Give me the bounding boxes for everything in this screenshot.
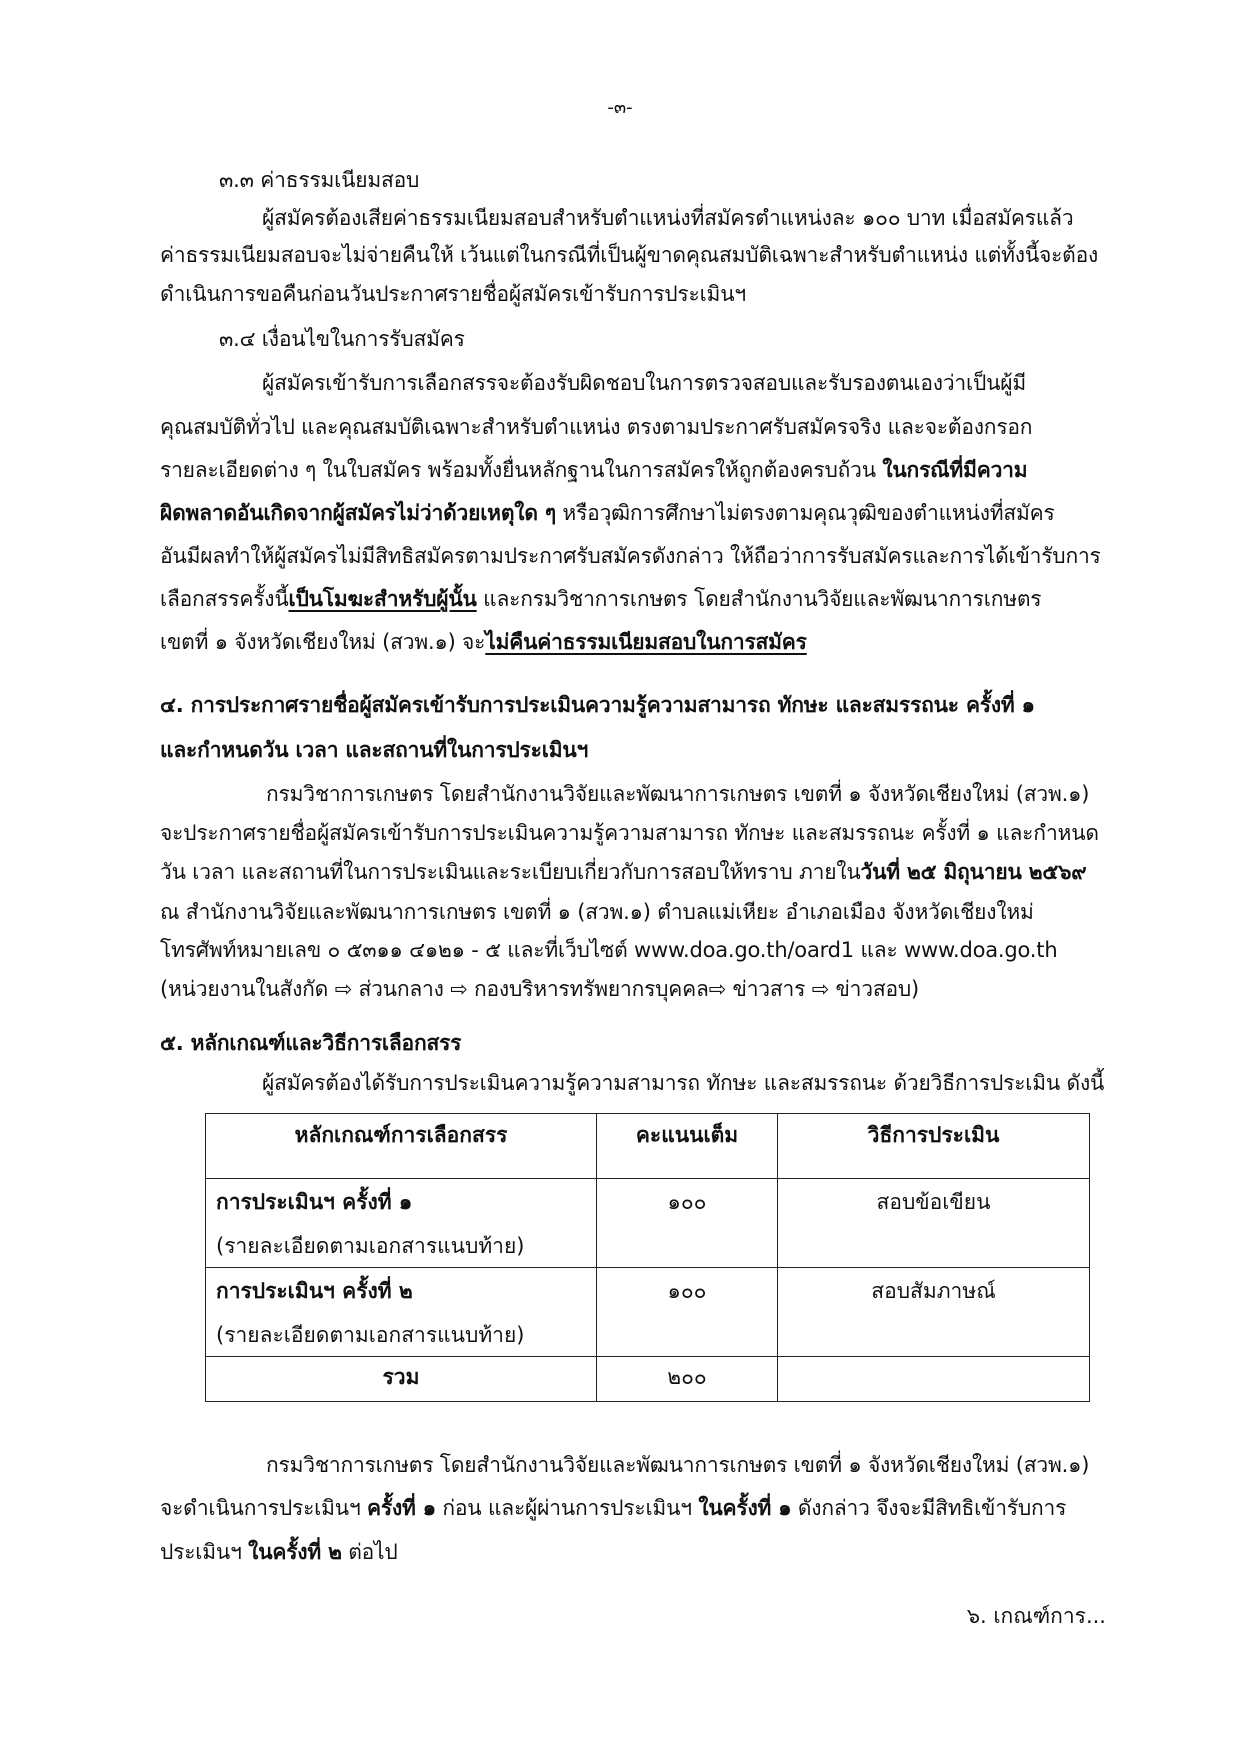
text-span: เขตที่ ๑ จังหวัดเชียงใหม่ (สวพ.๑) จะ (160, 630, 486, 654)
paragraph-line (160, 1537, 398, 1567)
text-span: รายละเอียดต่าง ๆ ในใบสมัคร พร้อมทั้งยื่นหลักฐานในการสมัครให้ถูกต้องครบถ้วน (160, 458, 883, 482)
total-score: ๒๐๐ (597, 1357, 778, 1402)
criteria-detail: (รายละเอียดตามเอกสารแนบท้าย) (216, 1234, 525, 1258)
score-cell (597, 1268, 778, 1357)
text-span: เลือกสรรครั้งนี้ (160, 587, 289, 611)
criteria-cell (206, 1268, 597, 1357)
paragraph-line: ผู้สมัครเข้ารับการเลือกสรรจะต้องรับผิดชอบในการตรวจสอบและรับรองตนเองว่าเป็นผู้มี (262, 371, 1027, 395)
section-3-3-heading: ๓.๓ ค่าธรรมเนียมสอบ (219, 168, 420, 192)
paragraph-line: กรมวิชาการเกษตร โดยสำนักงานวิจัยและพัฒนาการเกษตร เขตที่ ๑ จังหวัดเชียงใหม่ (สวพ.๑) (266, 782, 1090, 806)
total-label: รวม (206, 1357, 597, 1402)
paragraph-line (160, 857, 1086, 887)
paragraph-line (160, 1493, 1066, 1523)
text-span: ก่อน และผู้ผ่านการประเมินฯ (435, 1496, 699, 1520)
selection-criteria-table (205, 1113, 1090, 1402)
bold-underlined-text: เป็นโมฆะสำหรับผู้นั้น (288, 587, 477, 611)
paragraph-line (160, 627, 807, 657)
score-cell (597, 1179, 778, 1268)
paragraph-line: ดำเนินการขอคืนก่อนวันประกาศรายชื่อผู้สมัครเข้ารับการประเมินฯ (160, 282, 746, 306)
paragraph-line (160, 455, 1027, 485)
method-cell (778, 1268, 1090, 1357)
bold-date: วันที่ ๒๕ มิถุนายน ๒๕๖๙ (860, 860, 1087, 884)
bold-text: ในครั้งที่ ๒ (248, 1540, 342, 1564)
criteria-title: การประเมินฯ ครั้งที่ ๑ (216, 1190, 413, 1214)
text-span: ดังกล่าว จึงจะมีสิทธิเข้ารับการ (791, 1496, 1067, 1520)
header-criteria: หลักเกณฑ์การเลือกสรร (206, 1114, 597, 1179)
page-number: -๓- (607, 97, 633, 118)
bold-text: ในกรณีที่มีความ (882, 458, 1028, 482)
bold-text: ในครั้งที่ ๑ (698, 1496, 792, 1520)
paragraph-line: กรมวิชาการเกษตร โดยสำนักงานวิจัยและพัฒนาการเกษตร เขตที่ ๑ จังหวัดเชียงใหม่ (สวพ.๑) (266, 1453, 1090, 1477)
paragraph-line: โทรศัพท์หมายเลข ๐ ๕๓๑๑ ๔๑๒๑ - ๕ และที่เว็บไซต์ www.doa.go.th/oard1 และ www.doa.go.th (160, 938, 1058, 962)
text-span: และกรมวิชาการเกษตร โดยสำนักงานวิจัยและพัฒนาการเกษตร (476, 587, 1042, 611)
bold-text: ครั้งที่ ๑ (367, 1496, 436, 1520)
criteria-detail: (รายละเอียดตามเอกสารแนบท้าย) (216, 1323, 525, 1347)
table-row (206, 1179, 1090, 1268)
paragraph-line: ผู้สมัครต้องเสียค่าธรรมเนียมสอบสำหรับตำแหน่งที่สมัครตำแหน่งละ ๑๐๐ บาท เมื่อสมัครแล้ว (262, 206, 1074, 230)
bold-text: ผิดพลาดอันเกิดจากผู้สมัครไม่ว่าด้วยเหตุใด ๆ (160, 501, 556, 525)
method-value: สอบข้อเขียน (876, 1190, 991, 1214)
paragraph-line: (หน่วยงานในสังกัด ⇨ ส่วนกลาง ⇨ กองบริหารทรัพยากรบุคคล⇨ ข่าวสาร ⇨ ข่าวสอบ) (160, 977, 920, 1001)
text-span: ประเมินฯ (160, 1540, 249, 1564)
text-span: วัน เวลา และสถานที่ในการประเมินและระเบียบเกี่ยวกับการสอบให้ทราบ ภายใน (160, 860, 861, 884)
text-span: หรือวุฒิการศึกษาไม่ตรงตามคุณวุฒิของตำแหน่งที่สมัคร (555, 501, 1055, 525)
method-cell (778, 1179, 1090, 1268)
paragraph-line: ณ สำนักงานวิจัยและพัฒนาการเกษตร เขตที่ ๑ (สวพ.๑) ตำบลแม่เหียะ อำเภอเมือง จังหวัดเชียงใหม่ (160, 900, 1034, 924)
criteria-cell (206, 1179, 597, 1268)
section-3-4-heading: ๓.๔ เงื่อนไขในการรับสมัคร (219, 327, 465, 351)
paragraph-line: ผู้สมัครต้องได้รับการประเมินความรู้ความสามารถ ทักษะ และสมรรถนะ ด้วยวิธีการประเมิน ดังนี้ (262, 1071, 1105, 1095)
table-total-row (206, 1357, 1090, 1402)
score-value: ๑๐๐ (667, 1190, 707, 1214)
paragraph-line: อันมีผลทำให้ผู้สมัครไม่มีสิทธิสมัครตามประกาศรับสมัครดังกล่าว ให้ถือว่าการรับสมัครและการได้เข้ารับการ (160, 544, 1101, 568)
bold-underlined-text: ไม่คืนค่าธรรมเนียมสอบในการสมัคร (485, 630, 807, 654)
text-span: จะดำเนินการประเมินฯ (160, 1496, 368, 1520)
paragraph-line (160, 584, 1041, 614)
table-row (206, 1268, 1090, 1357)
score-value: ๑๐๐ (667, 1279, 707, 1303)
text-span: ต่อไป (341, 1540, 398, 1564)
total-method-empty (778, 1357, 1090, 1402)
paragraph-line: ค่าธรรมเนียมสอบจะไม่จ่ายคืนให้ เว้นแต่ในกรณีที่เป็นผู้ขาดคุณสมบัติเฉพาะสำหรับตำแหน่ง แต่ทั้งนี้จะต้อง (160, 243, 1099, 267)
criteria-title: การประเมินฯ ครั้งที่ ๒ (216, 1279, 413, 1303)
next-page-hint: ๖. เกณฑ์การ... (966, 1604, 1106, 1628)
paragraph-line: คุณสมบัติทั่วไป และคุณสมบัติเฉพาะสำหรับตำแหน่ง ตรงตามประกาศรับสมัครจริง และจะต้องกรอก (160, 415, 1033, 439)
method-value: สอบสัมภาษณ์ (871, 1279, 996, 1303)
header-full-score: คะแนนเต็ม (597, 1114, 778, 1179)
section-4-heading-cont: และกำหนดวัน เวลา และสถานที่ในการประเมินฯ (160, 738, 589, 762)
table-header-row (206, 1114, 1090, 1179)
section-5-heading: ๕. หลักเกณฑ์และวิธีการเลือกสรร (160, 1031, 462, 1055)
header-method: วิธีการประเมิน (778, 1114, 1090, 1179)
paragraph-line: จะประกาศรายชื่อผู้สมัครเข้ารับการประเมินความรู้ความสามารถ ทักษะ และสมรรถนะ ครั้งที่ ๑ และกำหนด (160, 821, 1099, 845)
paragraph-line (160, 498, 1055, 528)
section-4-heading: ๔. การประกาศรายชื่อผู้สมัครเข้ารับการประเมินความรู้ความสามารถ ทักษะ และสมรรถนะ ครั้งที่ ๑ (160, 693, 1035, 717)
